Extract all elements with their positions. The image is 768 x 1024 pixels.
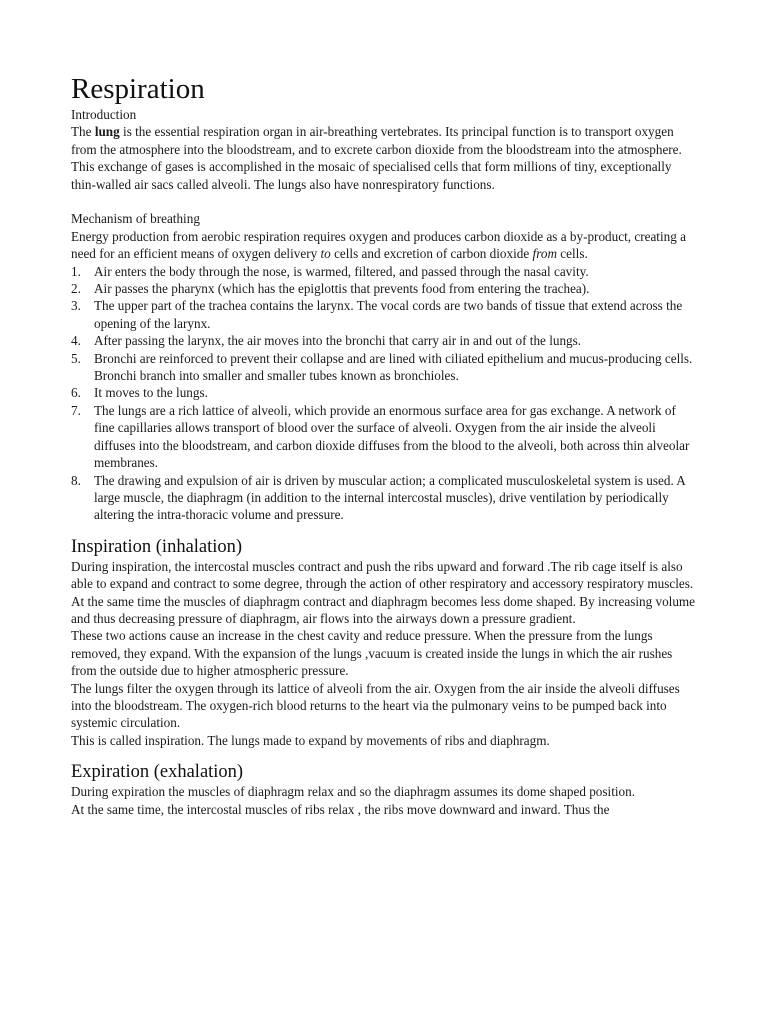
list-item-number: 8.: [71, 472, 81, 488]
inspiration-paragraph: At the same time the muscles of diaphragm contract and diaphragm becomes less dome shaped. By increasing volume and thus decreasing pressure of diaphragm, air flows into the airways down a pressure gradient.: [71, 593, 696, 626]
intro-text-start: The: [71, 124, 95, 140]
expiration-heading: Expiration (exhalation): [71, 762, 244, 783]
list-item-number: 4.: [71, 333, 81, 349]
inspiration-heading: Inspiration (inhalation): [71, 536, 243, 557]
list-item-text: The lungs are a rich lattice of alveoli, which provide an enormous surface area for gas exchange. A network of fine capillaries allows transport of blood over the surface of alveoli. Oxygen from the air inside the alveoli diffuses into the bloodstream, and carbon dioxide diffuses from the blood to the alveoli, both across thin alveolar membranes.: [94, 402, 690, 471]
list-item: [71, 280, 698, 297]
intro-bold-term: lung: [94, 124, 120, 140]
mechanism-lead-italic-to: to: [320, 246, 331, 262]
mechanism-lead-italic-from: from: [532, 246, 557, 262]
list-item-text: Air passes the pharynx (which has the epiglottis that prevents food from entering the trachea).: [94, 281, 590, 297]
list-item-text: Air enters the body through the nose, is warmed, filtered, and passed through the nasal cavity.: [94, 263, 589, 279]
mechanism-subheading: Mechanism of breathing: [71, 211, 200, 227]
list-item: [71, 472, 698, 524]
list-item-text: Bronchi are reinforced to prevent their collapse and are lined with ciliated epithelium and mucus-producing cells. Bronchi branch into smaller and smaller tubes known as bronchioles.: [94, 350, 693, 384]
section-gap: [71, 749, 698, 761]
breathing-steps-list: [71, 263, 698, 524]
list-item-number: 5.: [71, 350, 81, 366]
intro-subheading: Introduction: [71, 107, 137, 122]
intro-text-rest: is the essential respiration organ in air-breathing vertebrates. Its principal function is to transport oxygen from the atmosphere into the bloodstream, and to excrete carbon dioxide from the bloodstream into the atmosphere. This exchange of gases is accomplished in the mosaic of specialised cells that form millions of tiny, exceptionally thin-walled air sacs called alveoli. The lungs also have nonrespiratory functions.: [71, 124, 682, 192]
page-title: Respiration: [71, 73, 205, 105]
list-item: [71, 350, 698, 385]
intro-paragraph: [71, 123, 698, 193]
inspiration-paragraph: This is called inspiration. The lungs made to expand by movements of ribs and diaphragm.: [71, 732, 550, 748]
list-item: [71, 402, 698, 472]
inspiration-paragraph: During inspiration, the intercostal muscles contract and push the ribs upward and forward .The rib cage itself is also able to expand and contract to some degree, through the action of other respiratory and accessory respiratory muscles.: [71, 558, 694, 592]
list-item-number: 1.: [71, 263, 81, 279]
list-item-number: 7.: [71, 402, 81, 418]
paragraph-gap: [71, 193, 698, 210]
list-item-number: 3.: [71, 298, 81, 314]
mechanism-lead-part2: cells and excretion of carbon dioxide: [330, 246, 533, 262]
list-item-number: 6.: [71, 385, 81, 401]
mechanism-lead-part1: Energy production from aerobic respiration requires oxygen and produces carbon dioxide as a by-product, creating a need for an efficient means of oxygen delivery: [71, 228, 686, 262]
list-item: [71, 297, 698, 332]
mechanism-lead-paragraph: [71, 228, 698, 263]
inspiration-paragraph: The lungs filter the oxygen through its lattice of alveoli from the air. Oxygen from the air inside the alveoli diffuses into the bloodstream. The oxygen-rich blood returns to the heart via the pulmonary veins to be pumped back into systemic circulation.: [71, 680, 680, 731]
expiration-paragraph: During expiration the muscles of diaphragm relax and so the diaphragm assumes its dome shaped position.: [71, 784, 636, 800]
section-gap: [71, 524, 698, 536]
document-page: [71, 72, 698, 818]
list-item: [71, 332, 698, 349]
mechanism-lead-part3: cells.: [556, 246, 588, 262]
expiration-paragraph: At the same time, the intercostal muscles of ribs relax , the ribs move downward and inward. Thus the: [71, 801, 610, 817]
list-item: [71, 263, 698, 280]
list-item: [71, 384, 698, 401]
list-item-text: The upper part of the trachea contains the larynx. The vocal cords are two bands of tissue that extend across the opening of the larynx.: [94, 298, 683, 331]
list-item-text: After passing the larynx, the air moves into the bronchi that carry air in and out of the lungs.: [94, 333, 582, 349]
list-item-number: 2.: [71, 281, 81, 297]
list-item-text: The drawing and expulsion of air is driven by muscular action; a complicated musculoskeletal system is used. A large muscle, the diaphragm (in addition to the internal intercostal muscles), drive ventilation by periodically altering the intra-thoracic volume and pressure.: [94, 472, 686, 523]
list-item-text: It moves to the lungs.: [94, 385, 208, 401]
inspiration-paragraph: These two actions cause an increase in the chest cavity and reduce pressure. When the pressure from the lungs removed, they expand. With the expansion of the lungs ,vacuum is created inside the lungs in which the air rushes from the outside due to higher atmospheric pressure.: [71, 628, 673, 679]
